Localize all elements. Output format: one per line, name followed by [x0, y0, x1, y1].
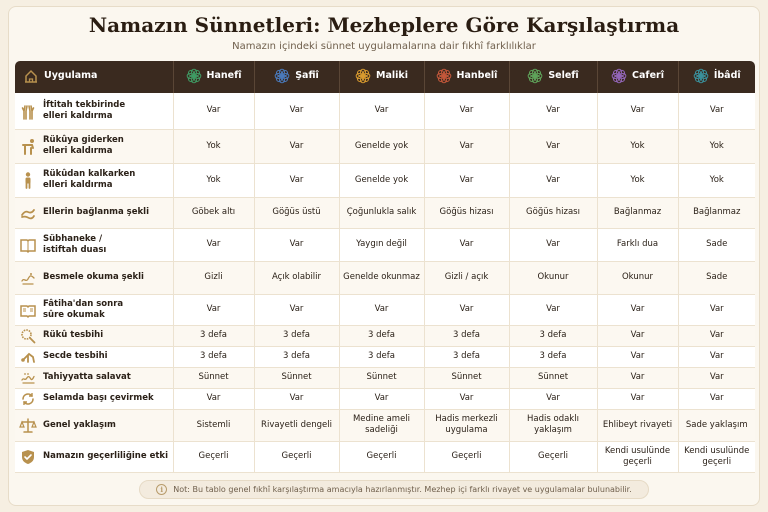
table-cell: Hadis merkezli uygulama [424, 409, 509, 441]
table-cell: Rivayetli dengeli [254, 409, 339, 441]
table-row [15, 93, 755, 129]
table-cell: 3 defa [424, 346, 509, 367]
table-row [15, 441, 755, 472]
turn-head-icon [19, 390, 37, 408]
table-cell: Göğüs hizası [424, 197, 509, 228]
row-label-line1: İftitah tekbirinde [43, 100, 126, 111]
table-cell: Hadis odaklı yaklaşım [509, 409, 597, 441]
table-cell: Var [424, 294, 509, 325]
prayer-beads-icon [19, 327, 37, 345]
page-title: Namazın Sünnetleri: Mezheplere Göre Karşılaştırma [88, 13, 680, 37]
table-cell: Sade [678, 261, 755, 294]
rosette-icon [436, 68, 452, 84]
table-cell: Sade yaklaşım [678, 409, 755, 441]
table-cell: Geçerli [173, 441, 254, 472]
table-cell: Var [254, 228, 339, 261]
table-cell: Yok [173, 163, 254, 197]
raised-hands-icon [19, 102, 37, 120]
table-cell: Genelde yok [339, 163, 424, 197]
rosette-icon [527, 68, 543, 84]
row-label-line1: Tahiyyatta salavat [43, 372, 131, 383]
calligraphy-icon [19, 269, 37, 287]
rosette-icon [274, 68, 290, 84]
table-cell: 3 defa [254, 346, 339, 367]
table-cell: Var [678, 325, 755, 346]
row-label-line1: Rükûya giderken [43, 135, 124, 146]
row-label-line1: Sübhaneke / [43, 233, 103, 244]
table-cell: Yok [173, 129, 254, 163]
footnote-text: Not: Bu tablo genel fıkhî karşılaştırma amacıyla hazırlanmıştır. Mezhep içi farklı rivayet ve uygulamalar bulunabilir. [173, 485, 632, 494]
table-cell: 3 defa [424, 325, 509, 346]
table-cell: Var [678, 388, 755, 409]
shield-check-icon [19, 448, 37, 466]
header-cell-madhhab [339, 61, 424, 93]
table-cell: 3 defa [509, 346, 597, 367]
quran-icon [19, 301, 37, 319]
comparison-table [15, 61, 755, 473]
table-cell: Var [509, 93, 597, 129]
table-cell: Var [254, 294, 339, 325]
row-label-line1: Fâtiha'dan sonra [43, 298, 124, 309]
table-cell: Göbek altı [173, 197, 254, 228]
table-cell: Var [254, 388, 339, 409]
row-label-cell [15, 294, 173, 325]
table-cell: Yok [678, 163, 755, 197]
row-label-cell [15, 197, 173, 228]
header-cell-madhhab [254, 61, 339, 93]
table-row [15, 197, 755, 228]
table-row [15, 325, 755, 346]
row-label-cell [15, 346, 173, 367]
header-label: Uygulama [44, 70, 98, 81]
table-cell: Var [424, 93, 509, 129]
row-label-line1: Genel yaklaşım [43, 419, 116, 430]
table-cell: Sünnet [424, 367, 509, 388]
table-cell: Var [678, 346, 755, 367]
row-label-cell [15, 367, 173, 388]
table-cell: Var [678, 294, 755, 325]
table-row [15, 294, 755, 325]
table-cell: Var [509, 163, 597, 197]
header-cell-practice [15, 61, 173, 93]
table-cell: Var [339, 294, 424, 325]
header-cell-madhhab [509, 61, 597, 93]
table-cell: Sünnet [173, 367, 254, 388]
row-label-cell [15, 93, 173, 129]
info-icon: i [156, 484, 167, 495]
table-cell: Ehlibeyt rivayeti [597, 409, 678, 441]
table-cell: Var [509, 388, 597, 409]
table-cell: Var [254, 129, 339, 163]
table-cell: Geçerli [339, 441, 424, 472]
row-label-cell [15, 163, 173, 197]
table-cell: Bağlanmaz [678, 197, 755, 228]
header-cell-madhhab [597, 61, 678, 93]
row-label-cell [15, 409, 173, 441]
table-cell: Genelde yok [339, 129, 424, 163]
table-cell: 3 defa [339, 325, 424, 346]
table-row [15, 261, 755, 294]
table-cell: Var [173, 228, 254, 261]
table-row [15, 367, 755, 388]
table-cell: Medine ameli sadeliği [339, 409, 424, 441]
table-cell: Var [173, 388, 254, 409]
table-row [15, 388, 755, 409]
table-cell: 3 defa [173, 325, 254, 346]
row-label-line2: istiftah duası [43, 244, 107, 255]
standing-person-icon [19, 171, 37, 189]
table-cell: Geçerli [509, 441, 597, 472]
balance-scale-icon [19, 416, 37, 434]
table-cell: 3 defa [254, 325, 339, 346]
table-cell: Sünnet [254, 367, 339, 388]
row-label-line2: elleri kaldırma [43, 146, 113, 156]
rosette-icon [186, 68, 202, 84]
table-cell: Var [424, 388, 509, 409]
table-cell: Var [678, 367, 755, 388]
table-row [15, 163, 755, 197]
arabic-script-icon [19, 369, 37, 387]
header-label: İbâdî [713, 70, 741, 81]
table-cell: Kendi usulünde geçerli [597, 441, 678, 472]
table-cell: Bağlanmaz [597, 197, 678, 228]
table-cell: Sistemli [173, 409, 254, 441]
row-label-line2: elleri kaldırma [43, 110, 113, 121]
table-cell: Yok [678, 129, 755, 163]
rosette-icon [693, 68, 709, 84]
page-subtitle: Namazın içindeki sünnet uygulamalarına dair fıkhî farklılıklar [232, 41, 536, 52]
table-cell: Göğüs hizası [509, 197, 597, 228]
table-cell: 3 defa [173, 346, 254, 367]
table-cell: Sünnet [509, 367, 597, 388]
footnote [139, 480, 649, 499]
table-cell: Var [424, 163, 509, 197]
table-cell: Var [509, 129, 597, 163]
table-cell: Var [254, 163, 339, 197]
table-cell: Var [509, 228, 597, 261]
prostration-icon [19, 348, 37, 366]
table-header-row [15, 61, 755, 93]
mosque-icon [23, 68, 39, 84]
table-cell: Var [173, 93, 254, 129]
table-cell: Sünnet [339, 367, 424, 388]
table-cell: Farklı dua [597, 228, 678, 261]
table-cell: Var [254, 93, 339, 129]
table-cell: Yok [597, 129, 678, 163]
table-cell: 3 defa [339, 346, 424, 367]
table-cell: Gizli / açık [424, 261, 509, 294]
table-cell: Okunur [509, 261, 597, 294]
table-cell: Var [597, 93, 678, 129]
header-label: Maliki [376, 70, 408, 81]
row-label-line1: Rükû tesbihi [43, 330, 104, 341]
table-cell: Yok [597, 163, 678, 197]
table-cell: Var [597, 346, 678, 367]
table-cell: Gizli [173, 261, 254, 294]
table-row [15, 409, 755, 441]
row-label-line1: Selamda başı çevirmek [43, 393, 154, 404]
header-cell-madhhab [173, 61, 254, 93]
header-label: Caferî [632, 70, 664, 81]
table-cell: Var [424, 129, 509, 163]
table-cell: Var [173, 294, 254, 325]
table-cell: Sade [678, 228, 755, 261]
table-row [15, 346, 755, 367]
table-cell: Göğüs üstü [254, 197, 339, 228]
table-cell: Var [597, 325, 678, 346]
header-label: Hanefî [206, 70, 242, 81]
table-cell: Geçerli [254, 441, 339, 472]
table-cell: Var [597, 388, 678, 409]
rosette-icon [611, 68, 627, 84]
table-cell: Var [597, 294, 678, 325]
header-label: Şafiî [295, 70, 319, 81]
table-cell: Var [597, 367, 678, 388]
header-label: Selefî [548, 70, 579, 81]
table-cell: Var [424, 228, 509, 261]
table-row [15, 129, 755, 163]
row-label-cell [15, 388, 173, 409]
table-cell: Var [509, 294, 597, 325]
row-label-cell [15, 129, 173, 163]
table-cell: 3 defa [509, 325, 597, 346]
table-cell: Okunur [597, 261, 678, 294]
folded-hands-icon [19, 204, 37, 222]
row-label-cell [15, 325, 173, 346]
row-label-line1: Rükûdan kalkarken [43, 169, 136, 180]
header-cell-madhhab [678, 61, 755, 93]
table-row [15, 228, 755, 261]
table-cell: Genelde okunmaz [339, 261, 424, 294]
header-cell-madhhab [424, 61, 509, 93]
row-label-line1: Besmele okuma şekli [43, 272, 144, 283]
row-label-cell [15, 261, 173, 294]
row-label-cell [15, 228, 173, 261]
table-cell: Var [678, 93, 755, 129]
row-label-line2: sûre okumak [43, 309, 105, 320]
table-cell: Geçerli [424, 441, 509, 472]
row-label-line1: Namazın geçerliliğine etki [43, 451, 168, 462]
open-book-icon [19, 236, 37, 254]
rosette-icon [355, 68, 371, 84]
table-cell: Çoğunlukla salık [339, 197, 424, 228]
row-label-line1: Ellerin bağlanma şekli [43, 207, 149, 218]
table-cell: Yaygın değil [339, 228, 424, 261]
bowing-person-icon [19, 137, 37, 155]
row-label-line2: elleri kaldırma [43, 180, 113, 190]
table-cell: Açık olabilir [254, 261, 339, 294]
header-label: Hanbelî [456, 70, 498, 81]
table-cell: Kendi usulünde geçerli [678, 441, 755, 472]
row-label-line1: Secde tesbihi [43, 351, 108, 362]
row-label-cell [15, 441, 173, 472]
table-cell: Var [339, 93, 424, 129]
table-cell: Var [339, 388, 424, 409]
